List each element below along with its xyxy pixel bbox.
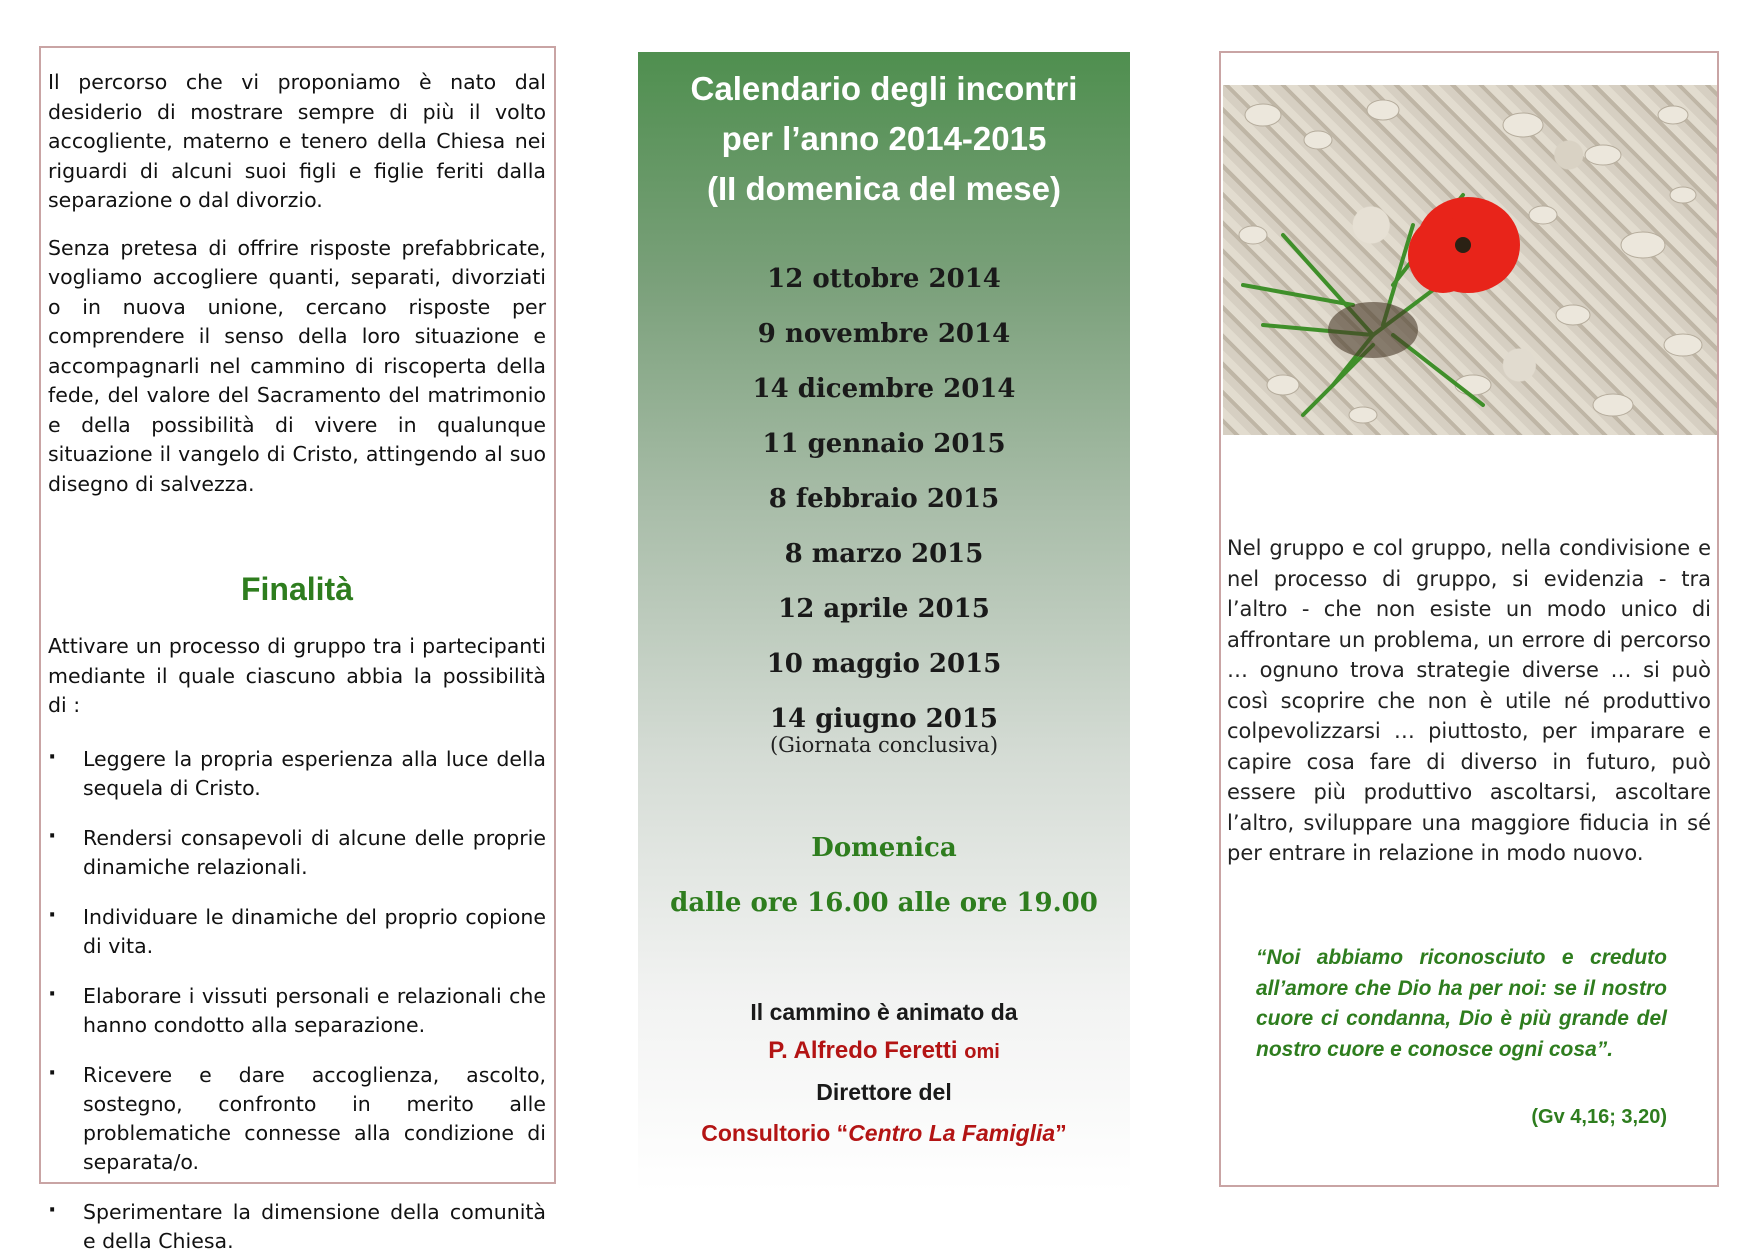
organization-suffix: ”	[1055, 1120, 1067, 1146]
list-item: · Sperimentare la dimensione della comunità e della Chiesa.	[48, 1198, 546, 1256]
animator-name-line	[638, 1031, 1130, 1072]
schedule	[638, 821, 1130, 931]
animator-info	[638, 993, 1130, 1154]
right-panel	[1219, 51, 1719, 1187]
calendar-title	[638, 64, 1130, 214]
meeting-date: 14 giugno 2015	[769, 704, 999, 734]
quote-reference: (Gv 4,16; 3,20)	[1531, 1106, 1667, 1128]
calendar-panel	[638, 52, 1130, 1192]
meeting-date: 8 febbraio 2015	[768, 484, 1000, 514]
meeting-date: 8 marzo 2015	[784, 539, 984, 569]
poppy-photo	[1223, 85, 1717, 435]
finalita-intro: Attivare un processo di gruppo tra i partecipanti mediante il quale ciascuno abbia la possibilità di :	[48, 634, 546, 717]
list-item: · Ricevere e dare accoglienza, ascolto, sostegno, confronto in merito alle problematiche connesse alla condizione di separata/o.	[48, 1061, 546, 1177]
calendar-title-line-3: (II domenica del mese)	[707, 170, 1061, 207]
intro-paragraph-1: Il percorso che vi proponiamo è nato dal desiderio di mostrare sempre di più il volto accogliente, materno e tenero della Chiesa nei riguardi di alcuni suoi figli e figlie feriti dalla separazione o dal divorzio.	[48, 70, 546, 212]
meeting-date: 9 novembre 2014	[757, 319, 1011, 349]
animated-by-label: Il cammino è animato da	[750, 999, 1018, 1025]
list-item: · Rendersi consapevoli di alcune delle proprie dinamiche relazionali.	[48, 824, 546, 882]
meeting-date: 14 dicembre 2014	[752, 374, 1016, 404]
poppy-illustration	[1223, 85, 1717, 435]
meeting-date: 12 aprile 2015	[778, 594, 990, 624]
finalita-heading: Finalità	[240, 571, 353, 607]
intro-paragraph-2: Senza pretesa di offrire risposte prefabbricate, vogliamo accogliere quanti, separati, divorziati o in nuova unione, cercano risposte per comprendere il senso della loro situazione e accompagnarli nel cammino di riscoperta della fede, del valore del Sacramento del matrimonio e della possibilità di vivere in qualunque situazione il vangelo di Cristo, attingendo al suo disegno di salvezza.	[48, 235, 546, 496]
list-item: · Leggere la propria esperienza alla luce della sequela di Cristo.	[48, 745, 546, 803]
director-label: Direttore del	[816, 1079, 952, 1105]
calendar-title-line-2: per l’anno 2014-2015	[721, 120, 1047, 157]
animator-suffix: omi	[964, 1041, 1000, 1063]
last-date-note: (Giornata conclusiva)	[769, 733, 999, 757]
finalita-list	[48, 745, 546, 1256]
calendar-title-line-1: Calendario degli incontri	[690, 70, 1078, 107]
organization-name: Centro La Famiglia	[848, 1120, 1056, 1146]
organization-line	[638, 1112, 1130, 1154]
meeting-date: 10 maggio 2015	[766, 649, 1002, 679]
list-item: · Individuare le dinamiche del proprio copione di vita.	[48, 903, 546, 961]
list-item: · Elaborare i vissuti personali e relazionali che hanno condotto alla separazione.	[48, 982, 546, 1040]
left-panel	[39, 46, 556, 1253]
group-paragraph: Nel gruppo e col gruppo, nella condivisione e nel processo di gruppo, si evidenzia - tra l’altro - che non esiste un modo unico di affrontare un problema, un errore di percorso … ognuno trova strategie diverse … si può così scoprire che non è utile né produttivo colpevolizzarsi … piuttosto, per imparare e capire cosa fare di diverso in futuro, può essere più produttivo ascoltarsi, ascoltare l’altro, sviluppare una maggiore fiducia in sé per entrare in relazione in modo nuovo.	[1227, 536, 1711, 865]
bible-quote: “Noi abbiamo riconosciuto e creduto all’amore che Dio ha per noi: se il nostro cuore ci condanna, Dio è più grande del nostro cuore e conosce ogni cosa”.	[1256, 946, 1667, 1061]
meeting-date: 11 gennaio 2015	[762, 429, 1006, 459]
animator-name: P. Alfredo Feretti	[768, 1037, 958, 1064]
date-list	[638, 252, 1130, 757]
meeting-date: 12 ottobre 2014	[767, 264, 1001, 294]
organization-prefix: Consultorio “	[701, 1120, 849, 1146]
day-label: Domenica	[811, 833, 957, 863]
time-label: dalle ore 16.00 alle ore 19.00	[670, 888, 1098, 918]
